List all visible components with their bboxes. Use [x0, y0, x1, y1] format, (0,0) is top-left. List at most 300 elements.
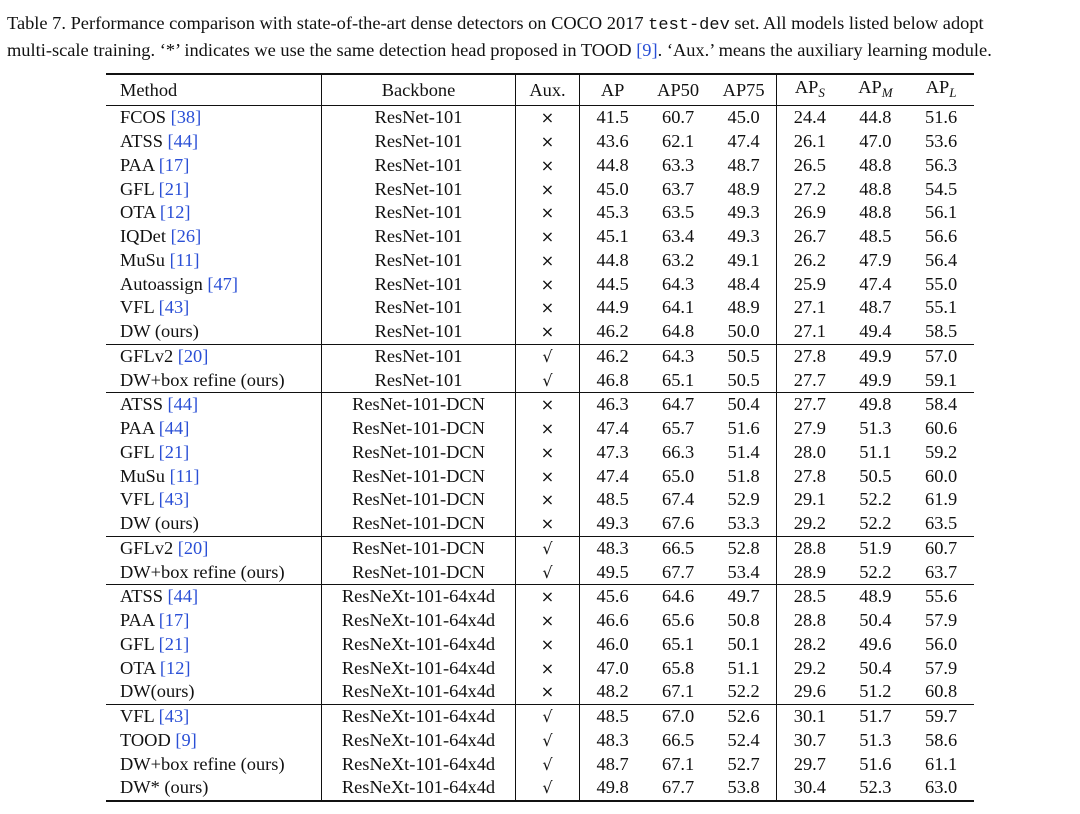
row-group [106, 704, 974, 801]
table-row [106, 130, 974, 154]
aux-cell [516, 776, 580, 801]
cross-icon: × [540, 419, 555, 439]
table-caption [7, 11, 1073, 62]
citation-link[interactable]: [38] [170, 107, 202, 128]
method-cell [106, 201, 322, 225]
method-name: GFL [120, 441, 159, 462]
caption-mid: set. All models listed below adopt [729, 13, 984, 33]
apm-cell: 51.3 [859, 418, 892, 439]
apm-cell: 51.6 [859, 753, 892, 774]
ap75-cell: 49.3 [727, 226, 760, 247]
ap50-cell: 67.6 [662, 513, 695, 534]
ap-cell: 49.8 [596, 777, 629, 798]
aps-cell: 26.9 [777, 201, 843, 225]
table-row [106, 585, 974, 609]
citation-link[interactable]: [20] [177, 345, 209, 366]
method-name: PAA [120, 418, 159, 439]
citation-link[interactable]: [44] [158, 418, 190, 439]
cross-icon: × [540, 298, 555, 318]
checkmark-icon: √ [542, 778, 553, 798]
citation-link[interactable]: [43] [158, 489, 190, 510]
method-name: Autoassign [120, 273, 208, 294]
ap50-cell: 65.8 [662, 657, 695, 678]
aps-cell: 27.7 [777, 368, 843, 392]
method-name: VFL [120, 297, 159, 318]
caption-cite-link[interactable]: [9] [636, 40, 658, 60]
checkmark-icon: √ [542, 370, 553, 390]
apl-cell: 55.6 [908, 585, 974, 609]
apl-cell: 58.5 [925, 321, 958, 342]
backbone-cell: ResNeXt-101-64x4d [322, 752, 516, 776]
ap75-cell: 48.4 [727, 273, 760, 294]
apl-cell: 56.4 [925, 249, 958, 270]
apm-cell: 49.6 [859, 633, 892, 654]
apl-cell: 53.6 [925, 131, 958, 152]
ap50-cell: 64.3 [662, 273, 695, 294]
cross-icon: × [540, 442, 555, 462]
table-row [106, 106, 974, 130]
backbone-cell: ResNet-101-DCN [322, 417, 516, 441]
aps-cell: 30.1 [777, 704, 843, 728]
ap50-cell: 64.7 [645, 393, 711, 417]
apm-cell: 52.2 [859, 489, 892, 510]
aux-cell [516, 201, 580, 225]
backbone-cell: ResNeXt-101-64x4d [322, 729, 516, 753]
header-row [106, 74, 974, 106]
checkmark-icon: √ [542, 707, 553, 727]
checkmark-icon: √ [542, 754, 553, 774]
method-name: GFL [120, 633, 159, 654]
method-cell [106, 393, 322, 417]
table-row [106, 536, 974, 560]
apl-cell: 59.1 [925, 369, 958, 390]
method-name: DW (ours) [120, 321, 199, 342]
ap50-cell: 65.1 [662, 633, 695, 654]
method-name: GFL [120, 178, 159, 199]
ap50-cell: 67.1 [662, 753, 695, 774]
header-apm-text: AP [858, 77, 882, 97]
cross-icon: × [540, 274, 555, 294]
citation-link[interactable]: [12] [159, 202, 191, 223]
apm-cell: 49.4 [859, 321, 892, 342]
apl-cell: 57.9 [925, 610, 958, 631]
ap-cell: 44.5 [596, 273, 629, 294]
apl-cell: 61.9 [925, 489, 958, 510]
backbone-cell: ResNet-101-DCN [322, 488, 516, 512]
method-cell [106, 536, 322, 560]
ap50-cell: 65.0 [662, 465, 695, 486]
ap75-cell: 50.5 [727, 369, 760, 390]
ap75-cell: 52.4 [727, 729, 760, 750]
aps-cell: 26.2 [777, 249, 843, 273]
aps-cell: 29.1 [777, 488, 843, 512]
checkmark-icon: √ [542, 346, 553, 366]
caption-line-2 [7, 38, 1073, 62]
ap50-cell: 63.2 [662, 249, 695, 270]
ap75-cell: 50.1 [727, 633, 760, 654]
caption-prefix: Table 7. Performance comparison with state-of-the-art dense detectors on COCO 2017 [7, 13, 649, 33]
method-cell [106, 704, 322, 728]
ap-cell: 46.8 [596, 369, 629, 390]
ap75-cell: 51.1 [727, 657, 760, 678]
header-ap: AP [600, 79, 625, 100]
ap50-cell: 64.1 [662, 297, 695, 318]
backbone-cell: ResNet-101-DCN [322, 536, 516, 560]
aux-cell [516, 680, 580, 704]
header-apm [843, 74, 909, 106]
aux-cell [516, 441, 580, 465]
table-row [106, 441, 974, 465]
apm-cell: 44.8 [859, 107, 892, 128]
citation-link[interactable]: [47] [207, 273, 238, 294]
citation-link[interactable]: [44] [167, 131, 199, 152]
method-cell [106, 225, 322, 249]
aux-cell [516, 393, 580, 417]
aux-cell [516, 704, 580, 728]
ap50-cell: 60.7 [662, 107, 695, 128]
citation-link[interactable]: [26] [170, 226, 202, 247]
ap75-cell: 53.8 [727, 777, 760, 798]
method-cell [106, 680, 322, 704]
method-name: PAA [120, 610, 159, 631]
apm-cell: 50.4 [859, 657, 892, 678]
header-aux: Aux. [516, 74, 580, 106]
apl-cell: 54.5 [925, 178, 958, 199]
method-name: DW (ours) [120, 513, 199, 534]
ap50-cell: 64.8 [662, 321, 695, 342]
table-row [106, 225, 974, 249]
backbone-cell: ResNet-101 [322, 320, 516, 344]
cross-icon: × [540, 658, 555, 678]
citation-link[interactable]: [43] [158, 297, 190, 318]
aps-cell: 26.7 [777, 225, 843, 249]
aux-cell [516, 296, 580, 320]
aux-cell [516, 752, 580, 776]
cross-icon: × [540, 250, 555, 270]
method-name: IQDet [120, 226, 171, 247]
backbone-cell: ResNet-101-DCN [322, 512, 516, 536]
aps-cell: 29.6 [777, 680, 843, 704]
method-name: DW(ours) [120, 681, 195, 702]
table-row [106, 464, 974, 488]
method-name: OTA [120, 657, 160, 678]
caption-line-1 [7, 11, 1073, 38]
citation-link[interactable]: [21] [158, 178, 190, 199]
table-row [106, 272, 974, 296]
row-group [106, 393, 974, 537]
aux-cell [516, 729, 580, 753]
apm-cell: 51.1 [859, 441, 892, 462]
ap-cell: 47.0 [596, 657, 629, 678]
table-row [106, 154, 974, 178]
method-name: GFLv2 [120, 345, 178, 366]
apm-cell: 52.3 [859, 777, 892, 798]
ap50-cell: 65.7 [662, 418, 695, 439]
method-name: DW+box refine (ours) [120, 369, 285, 390]
aux-cell [516, 177, 580, 201]
apm-cell: 51.9 [843, 536, 909, 560]
table-row [106, 729, 974, 753]
ap75-cell: 52.9 [727, 489, 760, 510]
aux-cell [516, 609, 580, 633]
aps-cell: 28.8 [777, 609, 843, 633]
citation-link[interactable]: [17] [158, 154, 190, 175]
ap-cell: 46.6 [596, 610, 629, 631]
cross-icon: × [540, 490, 555, 510]
aps-cell: 27.8 [777, 344, 843, 368]
method-cell [106, 585, 322, 609]
ap50-cell: 63.7 [662, 178, 695, 199]
method-name: ATSS [120, 586, 168, 607]
apm-cell: 51.7 [843, 704, 909, 728]
apm-cell: 48.8 [859, 154, 892, 175]
cross-icon: × [540, 227, 555, 247]
backbone-cell: ResNet-101 [322, 272, 516, 296]
method-cell [106, 296, 322, 320]
ap-cell: 49.5 [596, 561, 629, 582]
citation-link[interactable]: [12] [159, 657, 191, 678]
backbone-cell: ResNet-101-DCN [322, 560, 516, 584]
caption-line2-a: multi-scale training. ‘*’ indicates we use the same detection head proposed in TOOD [7, 40, 637, 60]
method-cell [106, 560, 322, 584]
ap50-cell: 67.0 [645, 704, 711, 728]
caption-line2-b: . ‘Aux.’ means the auxiliary learning module. [657, 40, 992, 60]
cross-icon: × [540, 682, 555, 702]
citation-link[interactable]: [9] [175, 729, 197, 750]
aux-cell [516, 633, 580, 657]
ap50-cell: 65.1 [662, 369, 695, 390]
aux-cell [516, 130, 580, 154]
row-group [106, 106, 974, 345]
citation-link[interactable]: [44] [167, 394, 199, 415]
backbone-cell: ResNeXt-101-64x4d [322, 704, 516, 728]
method-cell [106, 130, 322, 154]
apl-cell: 60.8 [925, 681, 958, 702]
ap75-cell: 53.4 [727, 561, 760, 582]
ap-cell: 47.4 [596, 465, 629, 486]
ap75-cell: 51.4 [727, 441, 760, 462]
table-row [106, 609, 974, 633]
citation-link[interactable]: [11] [169, 465, 200, 486]
apl-cell: 56.6 [925, 226, 958, 247]
aps-cell: 27.1 [777, 320, 843, 344]
ap-cell: 48.3 [596, 729, 629, 750]
method-cell [106, 609, 322, 633]
ap75-cell: 48.7 [727, 154, 760, 175]
checkmark-icon: √ [542, 562, 553, 582]
ap-cell: 48.2 [596, 681, 629, 702]
apm-cell: 47.0 [859, 131, 892, 152]
table-row [106, 344, 974, 368]
aux-cell [516, 464, 580, 488]
aux-cell [516, 320, 580, 344]
apm-cell: 52.2 [859, 561, 892, 582]
method-cell [106, 464, 322, 488]
aux-cell [516, 368, 580, 392]
backbone-cell: ResNet-101 [322, 106, 516, 130]
row-group [106, 536, 974, 585]
method-name: DW+box refine (ours) [120, 753, 285, 774]
aps-cell: 24.4 [777, 106, 843, 130]
aps-cell: 29.2 [777, 656, 843, 680]
aux-cell [516, 154, 580, 178]
row-group [106, 585, 974, 705]
ap-cell: 47.4 [596, 418, 629, 439]
apl-cell: 57.9 [925, 657, 958, 678]
ap-cell: 46.3 [580, 393, 646, 417]
backbone-cell: ResNeXt-101-64x4d [322, 680, 516, 704]
citation-link[interactable]: [11] [169, 249, 200, 270]
ap-cell: 44.8 [596, 154, 629, 175]
cross-icon: × [540, 466, 555, 486]
aps-cell: 27.2 [777, 177, 843, 201]
header-aps [777, 74, 843, 106]
ap75-cell: 50.5 [711, 344, 777, 368]
table-row [106, 752, 974, 776]
aux-cell [516, 344, 580, 368]
method-cell [106, 344, 322, 368]
ap50-cell: 63.5 [662, 202, 695, 223]
ap-cell: 41.5 [596, 107, 629, 128]
apm-cell: 48.5 [859, 226, 892, 247]
method-cell [106, 512, 322, 536]
ap-cell: 45.1 [596, 226, 629, 247]
aps-cell: 26.1 [777, 130, 843, 154]
apl-cell: 59.7 [908, 704, 974, 728]
aps-cell: 28.5 [777, 585, 843, 609]
table-row [106, 393, 974, 417]
method-name: OTA [120, 202, 160, 223]
ap-cell: 47.3 [596, 441, 629, 462]
cross-icon: × [540, 108, 555, 128]
table-row [106, 177, 974, 201]
ap50-cell: 66.5 [645, 536, 711, 560]
ap-cell: 48.5 [580, 704, 646, 728]
method-name: DW* (ours) [120, 777, 209, 798]
ap75-cell: 52.8 [711, 536, 777, 560]
ap75-cell: 52.2 [727, 681, 760, 702]
backbone-cell: ResNet-101 [322, 177, 516, 201]
aux-cell [516, 249, 580, 273]
apl-cell: 63.7 [925, 561, 958, 582]
method-cell [106, 368, 322, 392]
method-name: PAA [120, 154, 159, 175]
apm-cell: 49.8 [843, 393, 909, 417]
cross-icon: × [540, 155, 555, 175]
citation-link[interactable]: [20] [177, 537, 209, 558]
method-cell [106, 106, 322, 130]
backbone-cell: ResNet-101 [322, 225, 516, 249]
table-row [106, 704, 974, 728]
method-name: VFL [120, 706, 159, 727]
ap75-cell: 50.0 [727, 321, 760, 342]
citation-link[interactable]: [21] [158, 633, 190, 654]
backbone-cell: ResNet-101 [322, 154, 516, 178]
ap-cell: 44.8 [596, 249, 629, 270]
header-aps-text: AP [794, 77, 819, 97]
method-name: DW+box refine (ours) [120, 561, 285, 582]
ap-cell: 45.0 [596, 178, 629, 199]
aps-cell: 28.2 [777, 633, 843, 657]
aux-cell [516, 417, 580, 441]
table-header [106, 74, 974, 106]
table-row [106, 249, 974, 273]
ap50-cell: 67.4 [662, 489, 695, 510]
ap75-cell: 49.1 [727, 249, 760, 270]
cross-icon: × [540, 322, 555, 342]
aps-cell: 30.7 [777, 729, 843, 753]
backbone-cell: ResNet-101-DCN [322, 441, 516, 465]
cross-icon: × [540, 203, 555, 223]
method-cell [106, 249, 322, 273]
cross-icon: × [540, 179, 555, 199]
aps-cell: 26.5 [777, 154, 843, 178]
citation-link[interactable]: [21] [158, 441, 190, 462]
method-name: VFL [120, 489, 159, 510]
backbone-cell: ResNet-101-DCN [322, 464, 516, 488]
apm-cell: 52.2 [859, 513, 892, 534]
citation-link[interactable]: [43] [158, 706, 190, 727]
ap-cell: 45.3 [596, 202, 629, 223]
apl-cell: 59.2 [925, 441, 958, 462]
ap50-cell: 66.3 [662, 441, 695, 462]
method-cell [106, 441, 322, 465]
table-row [106, 680, 974, 704]
ap-cell: 44.9 [596, 297, 629, 318]
apm-cell: 48.8 [859, 202, 892, 223]
method-name: ATSS [120, 394, 168, 415]
aps-cell: 30.4 [777, 776, 843, 801]
aps-cell: 27.7 [777, 393, 843, 417]
ap75-cell: 51.6 [727, 418, 760, 439]
ap-cell: 46.2 [596, 321, 629, 342]
apm-cell: 49.9 [843, 344, 909, 368]
apm-cell: 50.4 [859, 610, 892, 631]
ap75-cell: 52.6 [711, 704, 777, 728]
ap-cell: 46.2 [580, 344, 646, 368]
cross-icon: × [540, 132, 555, 152]
apl-cell: 57.0 [908, 344, 974, 368]
ap75-cell: 50.8 [727, 610, 760, 631]
header-apl-sub: L [949, 85, 957, 100]
aps-cell: 27.9 [777, 417, 843, 441]
apm-cell: 50.5 [859, 465, 892, 486]
citation-link[interactable]: [17] [158, 610, 190, 631]
checkmark-icon: √ [542, 538, 553, 558]
aps-cell: 28.0 [777, 441, 843, 465]
citation-link[interactable]: [44] [167, 586, 199, 607]
table-row [106, 201, 974, 225]
ap50-cell: 64.6 [645, 585, 711, 609]
ap75-cell: 48.9 [727, 178, 760, 199]
ap75-cell: 48.9 [727, 297, 760, 318]
apl-cell: 55.0 [925, 273, 958, 294]
apl-cell: 61.1 [925, 753, 958, 774]
method-name: ATSS [120, 131, 168, 152]
table-row [106, 488, 974, 512]
aps-cell: 28.8 [777, 536, 843, 560]
aux-cell [516, 272, 580, 296]
ap50-cell: 64.3 [645, 344, 711, 368]
row-group [106, 344, 974, 393]
aux-cell [516, 512, 580, 536]
aps-cell: 25.9 [777, 272, 843, 296]
method-cell [106, 488, 322, 512]
method-cell [106, 656, 322, 680]
apl-cell: 63.0 [925, 777, 958, 798]
cross-icon: × [540, 634, 555, 654]
backbone-cell: ResNet-101 [322, 344, 516, 368]
